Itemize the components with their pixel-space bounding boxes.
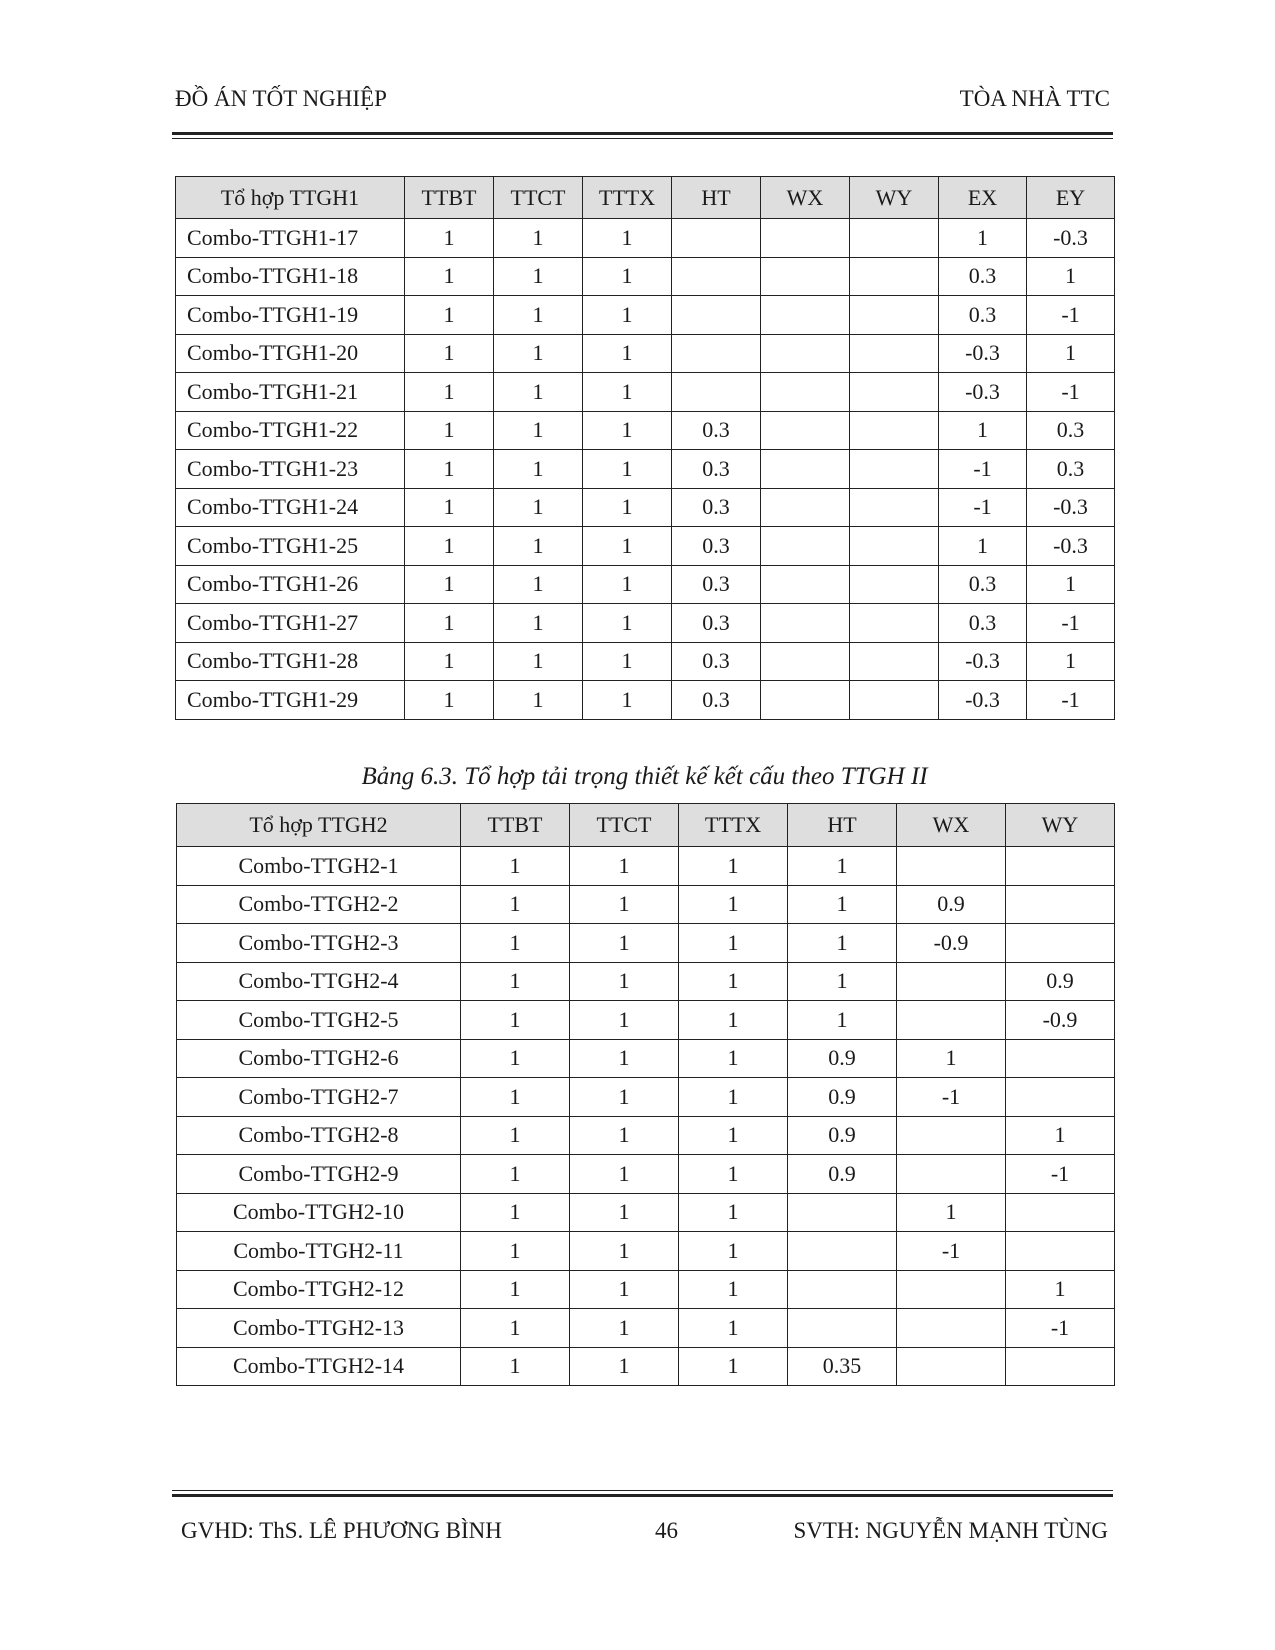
- factor-cell: 0.3: [672, 527, 761, 566]
- factor-cell: [1006, 1078, 1115, 1117]
- combo-name-cell: Combo-TTGH1-20: [176, 334, 405, 373]
- factor-cell: [850, 296, 939, 335]
- factor-cell: 0.9: [788, 1039, 897, 1078]
- factor-cell: 1: [461, 1347, 570, 1386]
- factor-cell: [761, 681, 850, 720]
- factor-cell: 1: [939, 219, 1027, 258]
- factor-cell: [850, 565, 939, 604]
- factor-cell: 0.3: [672, 681, 761, 720]
- factor-cell: 1: [570, 1347, 679, 1386]
- factor-cell: 1: [405, 296, 494, 335]
- factor-cell: 1: [570, 847, 679, 886]
- factor-cell: 1: [679, 1116, 788, 1155]
- factor-cell: 0.3: [672, 604, 761, 643]
- factor-cell: [897, 1155, 1006, 1194]
- factor-cell: 1: [405, 604, 494, 643]
- footer-supervisor: GVHD: ThS. LÊ PHƯƠNG BÌNH: [181, 1518, 502, 1543]
- factor-cell: 1: [461, 1001, 570, 1040]
- factor-cell: 1: [583, 681, 672, 720]
- factor-cell: 1: [939, 411, 1027, 450]
- factor-cell: 1: [583, 373, 672, 412]
- table-body: [177, 847, 1115, 1386]
- factor-cell: 0.3: [939, 257, 1027, 296]
- table-row: [177, 1232, 1115, 1271]
- factor-cell: 1: [405, 373, 494, 412]
- factor-cell: 1: [494, 527, 583, 566]
- factor-cell: 1: [494, 565, 583, 604]
- combo-name-cell: Combo-TTGH2-5: [177, 1001, 461, 1040]
- factor-cell: [672, 373, 761, 412]
- factor-cell: 0.35: [788, 1347, 897, 1386]
- factor-cell: 1: [570, 1193, 679, 1232]
- factor-cell: 1: [583, 604, 672, 643]
- factor-cell: 1: [583, 565, 672, 604]
- combo-name-cell: Combo-TTGH2-6: [177, 1039, 461, 1078]
- combo-name-cell: Combo-TTGH2-1: [177, 847, 461, 886]
- factor-cell: [850, 681, 939, 720]
- table-row: [176, 488, 1115, 527]
- factor-cell: [850, 219, 939, 258]
- page-header: [175, 86, 1110, 118]
- factor-cell: 1: [679, 1155, 788, 1194]
- header-left-title: ĐỒ ÁN TỐT NGHIỆP: [175, 86, 387, 111]
- factor-cell: 1: [679, 885, 788, 924]
- table-row: [177, 1270, 1115, 1309]
- factor-cell: [850, 334, 939, 373]
- factor-cell: 1: [788, 1001, 897, 1040]
- combo-name-cell: Combo-TTGH1-23: [176, 450, 405, 489]
- column-header: WX: [897, 804, 1006, 847]
- factor-cell: 1: [679, 962, 788, 1001]
- combo-name-cell: Combo-TTGH2-3: [177, 924, 461, 963]
- factor-cell: 1: [570, 1001, 679, 1040]
- combo-name-cell: Combo-TTGH1-25: [176, 527, 405, 566]
- column-header: WY: [850, 177, 939, 219]
- factor-cell: -1: [939, 450, 1027, 489]
- column-header: WX: [761, 177, 850, 219]
- factor-cell: 1: [494, 681, 583, 720]
- factor-cell: [897, 1347, 1006, 1386]
- combo-name-cell: Combo-TTGH2-10: [177, 1193, 461, 1232]
- combo-name-cell: Combo-TTGH2-11: [177, 1232, 461, 1271]
- factor-cell: 1: [570, 1116, 679, 1155]
- table-row: [176, 411, 1115, 450]
- factor-cell: 1: [679, 1039, 788, 1078]
- factor-cell: -1: [897, 1078, 1006, 1117]
- factor-cell: [850, 488, 939, 527]
- factor-cell: 1: [583, 411, 672, 450]
- factor-cell: [761, 565, 850, 604]
- column-header: TTTX: [679, 804, 788, 847]
- factor-cell: 1: [1006, 1116, 1115, 1155]
- table-row: [176, 334, 1115, 373]
- factor-cell: [761, 219, 850, 258]
- factor-cell: 1: [461, 1078, 570, 1117]
- factor-cell: 0.3: [672, 411, 761, 450]
- factor-cell: [1006, 1193, 1115, 1232]
- column-header: HT: [788, 804, 897, 847]
- factor-cell: 1: [461, 1270, 570, 1309]
- table-row: [177, 1039, 1115, 1078]
- factor-cell: 1: [1027, 642, 1115, 681]
- table-caption: Bảng 6.3. Tổ hợp tải trọng thiết kế kết cấu theo TTGH II: [361, 763, 928, 790]
- factor-cell: 1: [405, 565, 494, 604]
- ttgh1-combination-table: [175, 176, 1115, 720]
- factor-cell: 1: [679, 1309, 788, 1348]
- factor-cell: 1: [679, 1001, 788, 1040]
- page-number: 46: [655, 1518, 678, 1543]
- factor-cell: [761, 373, 850, 412]
- table-row: [177, 1347, 1115, 1386]
- table-row: [177, 924, 1115, 963]
- combo-name-cell: Combo-TTGH1-29: [176, 681, 405, 720]
- factor-cell: [1006, 924, 1115, 963]
- factor-cell: 0.3: [939, 296, 1027, 335]
- factor-cell: [788, 1270, 897, 1309]
- factor-cell: 1: [570, 1270, 679, 1309]
- table-row: [177, 847, 1115, 886]
- column-header: TTCT: [494, 177, 583, 219]
- factor-cell: 1: [583, 219, 672, 258]
- factor-cell: [788, 1193, 897, 1232]
- factor-cell: [761, 604, 850, 643]
- factor-cell: 1: [405, 681, 494, 720]
- combo-name-cell: Combo-TTGH1-22: [176, 411, 405, 450]
- factor-cell: 1: [570, 924, 679, 963]
- table-row: [177, 1193, 1115, 1232]
- factor-cell: -0.9: [897, 924, 1006, 963]
- combo-name-cell: Combo-TTGH2-2: [177, 885, 461, 924]
- factor-cell: 1: [679, 1347, 788, 1386]
- factor-cell: 1: [570, 1078, 679, 1117]
- factor-cell: 1: [570, 1232, 679, 1271]
- factor-cell: -0.3: [1027, 527, 1115, 566]
- factor-cell: [897, 1001, 1006, 1040]
- factor-cell: 0.3: [939, 604, 1027, 643]
- factor-cell: 1: [1027, 334, 1115, 373]
- factor-cell: 1: [570, 1039, 679, 1078]
- factor-cell: 1: [461, 885, 570, 924]
- factor-cell: [761, 527, 850, 566]
- factor-cell: -0.3: [939, 334, 1027, 373]
- table-row: [177, 885, 1115, 924]
- factor-cell: 1: [461, 847, 570, 886]
- combo-name-cell: Combo-TTGH2-12: [177, 1270, 461, 1309]
- factor-cell: -1: [1006, 1155, 1115, 1194]
- factor-cell: [761, 296, 850, 335]
- factor-cell: 1: [583, 296, 672, 335]
- combo-name-cell: Combo-TTGH2-8: [177, 1116, 461, 1155]
- factor-cell: 1: [583, 488, 672, 527]
- factor-cell: 1: [583, 334, 672, 373]
- factor-cell: 1: [405, 334, 494, 373]
- factor-cell: 1: [461, 1116, 570, 1155]
- combo-name-cell: Combo-TTGH2-9: [177, 1155, 461, 1194]
- factor-cell: 1: [494, 488, 583, 527]
- factor-cell: 1: [583, 527, 672, 566]
- factor-cell: 1: [583, 642, 672, 681]
- table-row: [176, 257, 1115, 296]
- column-header: TTCT: [570, 804, 679, 847]
- factor-cell: 1: [494, 411, 583, 450]
- factor-cell: [850, 642, 939, 681]
- table-row: [177, 962, 1115, 1001]
- factor-cell: 0.9: [788, 1116, 897, 1155]
- factor-cell: -1: [1027, 296, 1115, 335]
- combo-name-cell: Combo-TTGH2-13: [177, 1309, 461, 1348]
- factor-cell: [761, 411, 850, 450]
- column-header: Tổ hợp TTGH1: [176, 177, 405, 219]
- factor-cell: 1: [494, 219, 583, 258]
- table-row: [176, 373, 1115, 412]
- factor-cell: -0.3: [939, 642, 1027, 681]
- factor-cell: 1: [788, 885, 897, 924]
- factor-cell: 1: [405, 642, 494, 681]
- factor-cell: 0.3: [672, 450, 761, 489]
- factor-cell: 1: [461, 1232, 570, 1271]
- factor-cell: [761, 257, 850, 296]
- factor-cell: 0.9: [788, 1155, 897, 1194]
- factor-cell: 1: [461, 924, 570, 963]
- factor-cell: [850, 373, 939, 412]
- footer-student: SVTH: NGUYỄN MẠNH TÙNG: [793, 1518, 1108, 1543]
- factor-cell: -1: [939, 488, 1027, 527]
- factor-cell: [897, 962, 1006, 1001]
- factor-cell: -0.3: [1027, 488, 1115, 527]
- header-right-title: TÒA NHÀ TTC: [959, 86, 1110, 111]
- factor-cell: -1: [1006, 1309, 1115, 1348]
- factor-cell: [897, 847, 1006, 886]
- factor-cell: 0.3: [672, 642, 761, 681]
- table-row: [177, 1309, 1115, 1348]
- factor-cell: [788, 1309, 897, 1348]
- factor-cell: [672, 334, 761, 373]
- factor-cell: -1: [1027, 604, 1115, 643]
- factor-cell: [897, 1116, 1006, 1155]
- table-row: [176, 565, 1115, 604]
- footer-rule-thin: [172, 1490, 1113, 1491]
- factor-cell: 1: [494, 642, 583, 681]
- factor-cell: 1: [461, 1309, 570, 1348]
- column-header: EX: [939, 177, 1027, 219]
- table-header-row: [177, 804, 1115, 847]
- factor-cell: [897, 1270, 1006, 1309]
- factor-cell: 1: [583, 450, 672, 489]
- factor-cell: 1: [494, 373, 583, 412]
- factor-cell: 0.3: [939, 565, 1027, 604]
- factor-cell: 1: [405, 488, 494, 527]
- ttgh2-combination-table: [176, 803, 1115, 1386]
- combo-name-cell: Combo-TTGH1-17: [176, 219, 405, 258]
- factor-cell: 1: [405, 219, 494, 258]
- factor-cell: [1006, 885, 1115, 924]
- factor-cell: 1: [494, 257, 583, 296]
- factor-cell: 1: [405, 527, 494, 566]
- factor-cell: -1: [897, 1232, 1006, 1271]
- factor-cell: 1: [679, 924, 788, 963]
- combo-name-cell: Combo-TTGH1-19: [176, 296, 405, 335]
- factor-cell: [1006, 1347, 1115, 1386]
- factor-cell: [672, 257, 761, 296]
- factor-cell: [788, 1232, 897, 1271]
- table-row: [176, 527, 1115, 566]
- combo-name-cell: Combo-TTGH1-27: [176, 604, 405, 643]
- table-header-row: [176, 177, 1115, 219]
- factor-cell: 1: [494, 604, 583, 643]
- table-row: [177, 1001, 1115, 1040]
- factor-cell: 1: [1006, 1270, 1115, 1309]
- factor-cell: 1: [788, 962, 897, 1001]
- factor-cell: [850, 411, 939, 450]
- factor-cell: 1: [679, 847, 788, 886]
- column-header: EY: [1027, 177, 1115, 219]
- factor-cell: 1: [570, 1309, 679, 1348]
- factor-cell: 1: [570, 1155, 679, 1194]
- factor-cell: 1: [494, 334, 583, 373]
- combo-name-cell: Combo-TTGH2-14: [177, 1347, 461, 1386]
- factor-cell: [1006, 1232, 1115, 1271]
- factor-cell: [1006, 847, 1115, 886]
- table-row: [176, 296, 1115, 335]
- factor-cell: 0.9: [1006, 962, 1115, 1001]
- factor-cell: 1: [405, 450, 494, 489]
- column-header: TTTX: [583, 177, 672, 219]
- combo-name-cell: Combo-TTGH1-28: [176, 642, 405, 681]
- factor-cell: 1: [405, 411, 494, 450]
- factor-cell: 1: [679, 1193, 788, 1232]
- factor-cell: [761, 642, 850, 681]
- factor-cell: 1: [494, 450, 583, 489]
- factor-cell: 1: [679, 1232, 788, 1271]
- factor-cell: 1: [1027, 257, 1115, 296]
- footer-rule-thick: [172, 1494, 1113, 1497]
- factor-cell: 0.3: [1027, 450, 1115, 489]
- factor-cell: [761, 450, 850, 489]
- factor-cell: 1: [494, 296, 583, 335]
- factor-cell: 0.9: [788, 1078, 897, 1117]
- combo-name-cell: Combo-TTGH1-26: [176, 565, 405, 604]
- factor-cell: -0.3: [939, 373, 1027, 412]
- factor-cell: -0.3: [1027, 219, 1115, 258]
- factor-cell: [850, 450, 939, 489]
- combo-name-cell: Combo-TTGH1-21: [176, 373, 405, 412]
- factor-cell: 1: [570, 885, 679, 924]
- column-header: HT: [672, 177, 761, 219]
- factor-cell: 0.3: [672, 565, 761, 604]
- factor-cell: 1: [939, 527, 1027, 566]
- table-row: [176, 604, 1115, 643]
- factor-cell: 1: [679, 1270, 788, 1309]
- factor-cell: -0.9: [1006, 1001, 1115, 1040]
- table-body: [176, 219, 1115, 720]
- table-row: [176, 219, 1115, 258]
- factor-cell: -1: [1027, 373, 1115, 412]
- header-rule-thick: [172, 132, 1113, 135]
- combo-name-cell: Combo-TTGH1-24: [176, 488, 405, 527]
- factor-cell: 1: [788, 847, 897, 886]
- factor-cell: 1: [1027, 565, 1115, 604]
- column-header: WY: [1006, 804, 1115, 847]
- table-row: [176, 642, 1115, 681]
- factor-cell: [1006, 1039, 1115, 1078]
- factor-cell: [672, 296, 761, 335]
- table-row: [176, 681, 1115, 720]
- factor-cell: [850, 527, 939, 566]
- factor-cell: [761, 488, 850, 527]
- factor-cell: 1: [897, 1039, 1006, 1078]
- factor-cell: 0.3: [672, 488, 761, 527]
- factor-cell: [850, 257, 939, 296]
- factor-cell: 1: [788, 924, 897, 963]
- factor-cell: 1: [570, 962, 679, 1001]
- factor-cell: [761, 334, 850, 373]
- table-row: [177, 1078, 1115, 1117]
- factor-cell: -0.3: [939, 681, 1027, 720]
- table-row: [176, 450, 1115, 489]
- factor-cell: 1: [461, 1193, 570, 1232]
- factor-cell: 1: [461, 1039, 570, 1078]
- column-header: Tổ hợp TTGH2: [177, 804, 461, 847]
- factor-cell: [672, 219, 761, 258]
- factor-cell: 1: [405, 257, 494, 296]
- column-header: TTBT: [461, 804, 570, 847]
- header-rule-thin: [172, 138, 1113, 139]
- factor-cell: 1: [461, 1155, 570, 1194]
- factor-cell: 1: [461, 962, 570, 1001]
- factor-cell: 0.3: [1027, 411, 1115, 450]
- factor-cell: [897, 1309, 1006, 1348]
- factor-cell: -1: [1027, 681, 1115, 720]
- factor-cell: [850, 604, 939, 643]
- factor-cell: 1: [679, 1078, 788, 1117]
- factor-cell: 0.9: [897, 885, 1006, 924]
- combo-name-cell: Combo-TTGH2-7: [177, 1078, 461, 1117]
- factor-cell: 1: [583, 257, 672, 296]
- combo-name-cell: Combo-TTGH2-4: [177, 962, 461, 1001]
- column-header: TTBT: [405, 177, 494, 219]
- table-row: [177, 1116, 1115, 1155]
- factor-cell: 1: [897, 1193, 1006, 1232]
- table-row: [177, 1155, 1115, 1194]
- combo-name-cell: Combo-TTGH1-18: [176, 257, 405, 296]
